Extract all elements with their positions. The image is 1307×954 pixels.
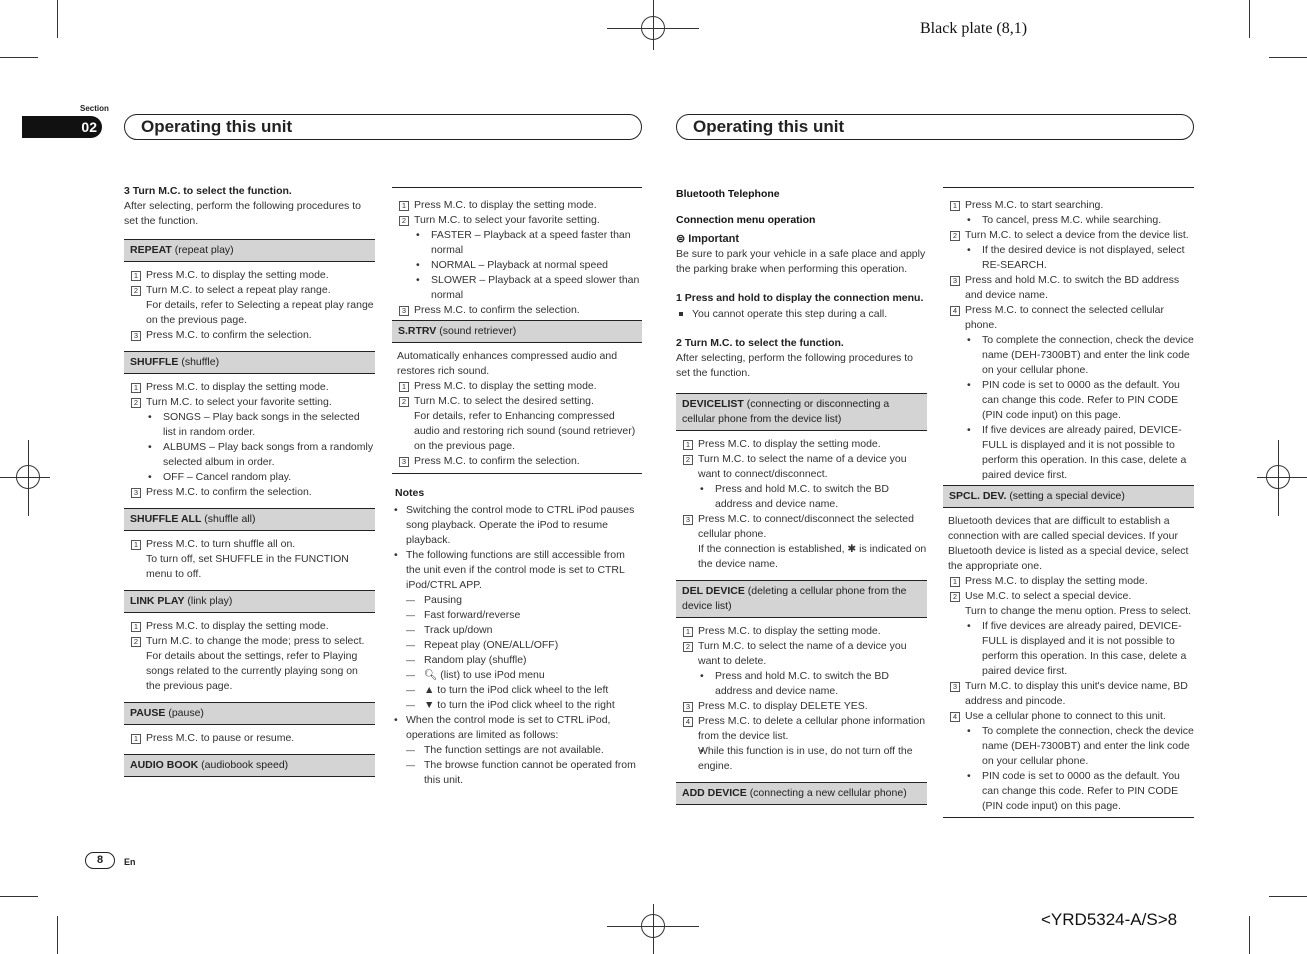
dash-item: — Track up/down xyxy=(392,623,642,638)
numbered-item: 3 Press M.C. to confirm the selection. xyxy=(392,454,642,469)
document-id: <YRD5324-A/S>8 xyxy=(1041,910,1178,929)
numbered-item: 2 Turn M.C. to select your favorite setting. xyxy=(124,395,375,410)
bullet-item: • FASTER – Playback at a speed faster than normal xyxy=(392,228,642,258)
square-note: You cannot operate this step during a call. xyxy=(676,307,927,322)
dash-item: — ▼ to turn the iPod click wheel to the right xyxy=(392,698,642,713)
function-bar-srtrv: S.RTRV (sound retriever) xyxy=(392,320,642,343)
dash-item: — Random play (shuffle) xyxy=(392,653,642,668)
dash-item: — 🔍︎ (list) to use iPod menu xyxy=(392,668,642,683)
dash-item: — Pausing xyxy=(392,593,642,608)
function-bar-devicelist: DEVICELIST (connecting or disconnecting a cellular phone from the device list) xyxy=(676,393,927,431)
numbered-item: 2 Turn M.C. to select the name of a device you want to connect/disconnect. xyxy=(676,452,927,482)
note-bullet: • When the control mode is set to CTRL iPod, operations are limited as follows: xyxy=(392,713,642,743)
dash-item: — Fast forward/reverse xyxy=(392,608,642,623)
numbered-item: 1 Press M.C. to display the setting mode. xyxy=(943,574,1194,589)
function-bar-shuffle: SHUFFLE (shuffle) xyxy=(124,351,375,374)
crop-mark xyxy=(57,916,58,954)
function-bar-link-play: LINK PLAY (link play) xyxy=(124,590,375,613)
section-heading: Bluetooth Telephone xyxy=(676,188,780,200)
crop-mark xyxy=(1269,57,1307,58)
numbered-item: 3 Press M.C. to confirm the selection. xyxy=(392,303,642,318)
step-heading: 3 Turn M.C. to select the function. xyxy=(124,185,292,197)
bullet-item: • To complete the connection, check the device name (DEH-7300BT) and enter the link code on your cellular phone. xyxy=(943,724,1194,769)
note-bullet: • Switching the control mode to CTRL iPod pauses song playback. Operate the iPod to resume playback. xyxy=(392,503,642,548)
numbered-item: 3 Press and hold M.C. to switch the BD address and device name. xyxy=(943,273,1194,303)
crop-mark xyxy=(1278,440,1279,516)
numbered-item: 1 Press M.C. to turn shuffle all on. xyxy=(124,537,375,552)
divider xyxy=(943,187,1194,188)
paragraph: Be sure to park your vehicle in a safe place and apply the parking brake when performing this operation. xyxy=(676,248,926,275)
note-text: To turn off, set SHUFFLE in the FUNCTION menu to off. xyxy=(146,553,349,580)
function-bar-repeat: REPEAT (repeat play) xyxy=(124,239,375,262)
divider xyxy=(392,187,642,188)
language-label: En xyxy=(124,857,136,867)
column-4 xyxy=(943,187,1194,818)
paragraph: After selecting, perform the following procedures to set the function. xyxy=(124,200,361,227)
crop-mark xyxy=(653,0,654,50)
numbered-item: 3 Press M.C. to connect/disconnect the selected cellular phone. xyxy=(676,512,927,542)
bullet-item: • If the desired device is not displayed, select RE-SEARCH. xyxy=(943,243,1194,273)
dash-item: — The browse function cannot be operated from this unit. xyxy=(392,758,642,788)
bullet-item: • OFF – Cancel random play. xyxy=(124,470,375,485)
crop-mark xyxy=(1269,896,1307,897)
step-heading: 1 Press and hold to display the connection menu. xyxy=(676,292,924,304)
note-bullet: • The following functions are still accessible from the unit even if the control mode is set to CTRL iPod/CTRL APP. xyxy=(392,548,642,593)
note-text: For details about the settings, refer to Playing songs related to the currently playing song on the previous page. xyxy=(146,650,358,692)
bullet-item: • SONGS – Play back songs in the selected list in random order. xyxy=(124,410,375,440)
numbered-item: 2 Turn M.C. to select your favorite setting. xyxy=(392,213,642,228)
numbered-item: 1 Press M.C. to display the setting mode. xyxy=(676,624,927,639)
plate-label: Black plate (8,1) xyxy=(920,20,1028,37)
crop-mark xyxy=(1249,916,1250,954)
dash-item: — Repeat play (ONE/ALL/OFF) xyxy=(392,638,642,653)
bullet-item: • ALBUMS – Play back songs from a randomly selected album in order. xyxy=(124,440,375,470)
section-banner-right: Operating this unit xyxy=(676,114,1194,140)
important-icon: ⊜ xyxy=(676,233,689,245)
subsection-heading: Connection menu operation xyxy=(676,214,816,226)
numbered-item: 2 Turn M.C. to select a device from the device list. xyxy=(943,228,1194,243)
section-banner-left: Operating this unit xyxy=(124,114,642,140)
numbered-item: 3 Turn M.C. to display this unit's device name, BD address and pincode. xyxy=(943,679,1194,709)
note-text: If the connection is established, ✱ is indicated on the device name. xyxy=(698,543,927,570)
bullet-item: • SLOWER – Playback at a speed slower than normal xyxy=(392,273,642,303)
divider xyxy=(943,817,1194,818)
crop-mark xyxy=(653,904,654,954)
important-label: ⊜ Important xyxy=(676,233,740,245)
numbered-item: 3 Press M.C. to display DELETE YES. xyxy=(676,699,927,714)
function-bar-audio-book: AUDIO BOOK (audiobook speed) xyxy=(124,754,375,777)
function-bar-add-device: ADD DEVICE (connecting a new cellular phone) xyxy=(676,782,927,805)
crop-mark xyxy=(0,896,38,897)
crop-mark xyxy=(1249,0,1250,38)
note-text: For details, refer to Selecting a repeat play range on the previous page. xyxy=(146,299,374,326)
notes-heading: Notes xyxy=(395,487,425,499)
numbered-item: 3 Press M.C. to confirm the selection. xyxy=(124,328,375,343)
numbered-item: 4 Press M.C. to connect the selected cellular phone. xyxy=(943,303,1194,333)
numbered-item: 2 Turn M.C. to change the mode; press to select. xyxy=(124,634,375,649)
crop-mark xyxy=(28,440,29,516)
function-bar-del-device: DEL DEVICE (deleting a cellular phone from the device list) xyxy=(676,580,927,618)
numbered-item: 1 Press M.C. to display the setting mode. xyxy=(392,198,642,213)
numbered-item: 1 Press M.C. to start searching. xyxy=(943,198,1194,213)
crop-mark xyxy=(57,0,58,38)
dash-item: — The function settings are not available. xyxy=(392,743,642,758)
bullet-item: • PIN code is set to 0000 as the default. You can change this code. Refer to PIN CODE (PIN code input) on this page. xyxy=(943,769,1194,814)
function-bar-spcl-dev: SPCL. DEV. (setting a special device) xyxy=(943,485,1194,508)
numbered-item: 1 Press M.C. to display the setting mode. xyxy=(676,437,927,452)
column-1 xyxy=(124,184,375,783)
numbered-item: 1 Press M.C. to display the setting mode. xyxy=(124,619,375,634)
bullet-item: • NORMAL – Playback at normal speed xyxy=(392,258,642,273)
numbered-item: 1 Press M.C. to display the setting mode. xyxy=(392,379,642,394)
paragraph: After selecting, perform the following procedures to set the function. xyxy=(676,352,913,379)
numbered-item: 4 Use a cellular phone to connect to this unit. xyxy=(943,709,1194,724)
numbered-item: 1 Press M.C. to display the setting mode. xyxy=(124,268,375,283)
numbered-item: 1 Press M.C. to pause or resume. xyxy=(124,731,375,746)
section-number: 02 xyxy=(22,116,102,138)
column-2 xyxy=(392,187,642,788)
bullet-item: • If five devices are already paired, DEVICE-FULL is displayed and it is not possible to perform this operation. In this case, delete a paired device first. xyxy=(943,423,1194,483)
bullet-item: • If five devices are already paired, DEVICE-FULL is displayed and it is not possible to perform this operation. In this case, delete a paired device first. xyxy=(943,619,1194,679)
paragraph: Automatically enhances compressed audio and restores rich sound. xyxy=(397,350,618,377)
column-3 xyxy=(676,183,927,811)
numbered-item: 2 Turn M.C. to select a repeat play range. xyxy=(124,283,375,298)
search-icon: 🔍︎ xyxy=(424,669,441,681)
bullet-item: • To complete the connection, check the device name (DEH-7300BT) and enter the link code on your cellular phone. xyxy=(943,333,1194,378)
function-bar-shuffle-all: SHUFFLE ALL (shuffle all) xyxy=(124,508,375,531)
numbered-item: 2 Turn M.C. to select the name of a device you want to delete. xyxy=(676,639,927,669)
crop-mark xyxy=(1257,477,1307,478)
section-label: Section xyxy=(80,104,109,113)
numbered-item: 3 Press M.C. to confirm the selection. xyxy=(124,485,375,500)
crop-mark xyxy=(0,57,38,58)
dash-item: — ▲ to turn the iPod click wheel to the left xyxy=(392,683,642,698)
note-text: Turn to change the menu option. Press to select. xyxy=(965,605,1192,617)
bullet-item: • Press and hold M.C. to switch the BD address and device name. xyxy=(676,482,927,512)
bullet-item: • PIN code is set to 0000 as the default. You can change this code. Refer to PIN CODE (PIN code input) on this page. xyxy=(943,378,1194,423)
numbered-item: 2 Use M.C. to select a special device. xyxy=(943,589,1194,604)
step-heading: 2 Turn M.C. to select the function. xyxy=(676,337,844,349)
page-number: 8 xyxy=(85,852,115,869)
numbered-item: 4 Press M.C. to delete a cellular phone information from the device list. xyxy=(676,714,927,744)
numbered-item: 1 Press M.C. to display the setting mode. xyxy=(124,380,375,395)
bullet-item: • To cancel, press M.C. while searching. xyxy=(943,213,1194,228)
numbered-item: 2 Turn M.C. to select the desired setting. xyxy=(392,394,642,409)
crop-mark xyxy=(0,477,50,478)
bullet-item: • While this function is in use, do not turn off the engine. xyxy=(676,744,927,774)
divider xyxy=(392,473,642,474)
bullet-item: • Press and hold M.C. to switch the BD address and device name. xyxy=(676,669,927,699)
function-bar-pause: PAUSE (pause) xyxy=(124,702,375,725)
paragraph: Bluetooth devices that are difficult to establish a connection with are called special devices. If your Bluetooth device is listed as a special device, select the appropriate one. xyxy=(948,515,1189,572)
note-text: For details, refer to Enhancing compressed audio and restoring rich sound (sound retriever) on the previous page. xyxy=(414,410,636,452)
